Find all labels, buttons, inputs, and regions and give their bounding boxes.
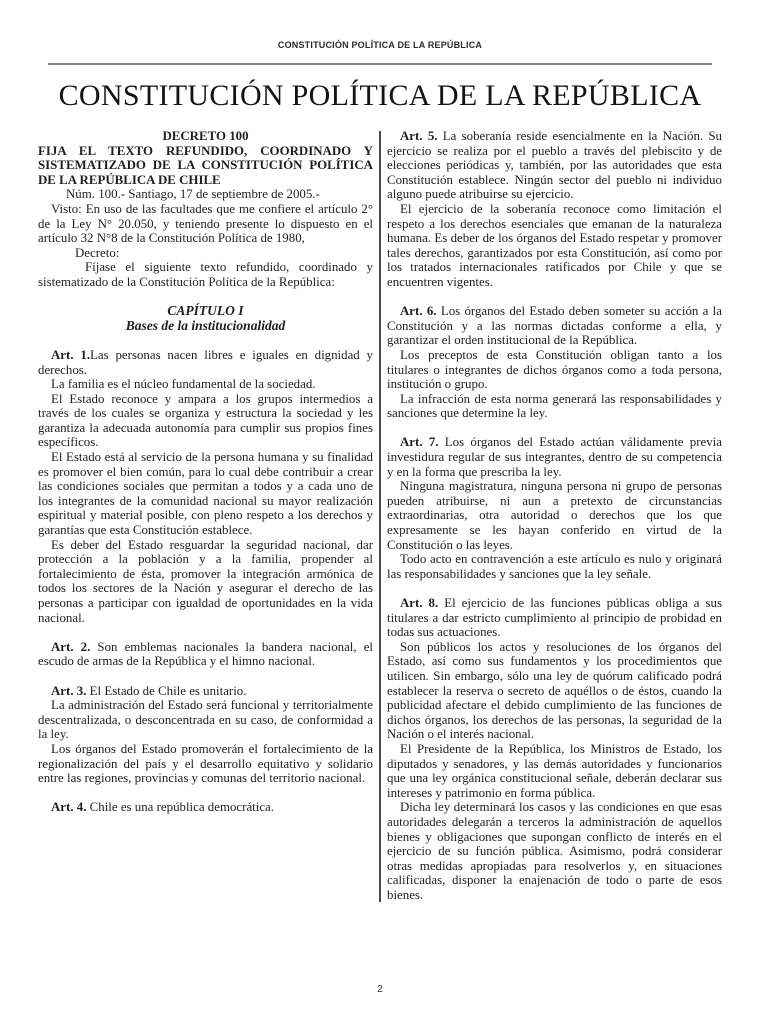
article-6 bbox=[387, 304, 722, 421]
decree-subject: FIJA EL TEXTO REFUNDIDO, COORDINADO Y SISTEMATIZADO DE LA CONSTITUCIÓN POLÍTICA DE LA REPÚBLICA DE CHILE bbox=[38, 143, 373, 187]
article-paragraph: El Estado reconoce y ampara a los grupos intermedios a través de los cuales se organiza y estructura la sociedad y les garantiza la adecuada autonomía para cumplir sus propios fines específicos. bbox=[38, 391, 373, 450]
decreto-label: Decreto: bbox=[75, 245, 120, 260]
article-label: Art. 6. bbox=[400, 304, 437, 319]
column-divider bbox=[379, 131, 381, 902]
article-paragraph bbox=[38, 348, 373, 377]
article-paragraph: Es deber del Estado resguardar la seguridad nacional, dar protección a la población y a la familia, propender al fortalecimiento de ésta, promover la integración armónica de todos los sectores de la Nación y asegurar el derecho de las personas a participar con igualdad de oportunidades en la vida nacional. bbox=[38, 537, 373, 625]
article-paragraph: La infracción de esta norma generará las responsabilidades y sanciones que determine la ley. bbox=[387, 391, 722, 421]
article-4 bbox=[38, 800, 373, 815]
two-column-layout bbox=[0, 129, 760, 902]
decree-heading: DECRETO 100 bbox=[162, 129, 249, 143]
article-paragraph bbox=[387, 304, 722, 348]
article-paragraph: Son públicos los actos y resoluciones de los órganos del Estado, así como sus fundamentos y los procedimientos que utilicen. Sin embargo, sólo una ley de quórum calificado podrá establecer la reserva o secreto de aquéllos o de éstos, cuando la publicidad afectare el debido cumplimiento de las funciones de dichos órganos, los derechos de las personas, la seguridad de la Nación o el interés nacional. bbox=[387, 639, 722, 742]
article-paragraph bbox=[387, 435, 722, 479]
article-paragraph bbox=[38, 640, 373, 669]
article-paragraph bbox=[387, 596, 722, 640]
article-8 bbox=[387, 596, 722, 902]
chapter-heading bbox=[38, 304, 373, 333]
left-column bbox=[38, 129, 373, 902]
article-2 bbox=[38, 640, 373, 669]
article-text: Chile es una república democrática. bbox=[89, 800, 274, 815]
article-text: Las personas nacen libres e iguales en dignidad y derechos. bbox=[38, 347, 374, 377]
right-column bbox=[387, 129, 722, 902]
article-label: Art. 7. bbox=[400, 435, 439, 450]
article-paragraph: El Presidente de la República, los Ministros de Estado, los diputados y senadores, y las demás autoridades y funcionarios que una ley orgánica constitucional señale, deberán declarar sus intereses y patrimonio en forma pública. bbox=[387, 741, 722, 800]
article-paragraph bbox=[38, 800, 373, 815]
article-3 bbox=[38, 684, 373, 786]
page-number: 2 bbox=[377, 984, 383, 995]
decree-visto-paragraph: Visto: En uso de las facultades que me confiere el artículo 2° de la Ley N° 20.050, y teniendo presente lo dispuesto en el artículo 32 N°8 de la Constitución Política de 1980, bbox=[38, 201, 373, 246]
fijase-paragraph: Fíjase el siguiente texto refundido, coordinado y sistematizado de la Constitución Política de la República: bbox=[38, 260, 373, 289]
article-paragraph: Los órganos del Estado promoverán el fortalecimiento de la regionalización del país y el desarrollo equitativo y solidario entre las regiones, provincias y comunas del territorio nacional. bbox=[38, 741, 373, 786]
article-text: El Estado de Chile es unitario. bbox=[89, 683, 247, 698]
article-paragraph: Todo acto en contravención a este artículo es nulo y originará las responsabilidades y sanciones que la ley señale. bbox=[387, 552, 722, 581]
article-label: Art. 2. bbox=[51, 639, 91, 654]
chapter-title: Bases de la institucionalidad bbox=[125, 317, 286, 333]
article-paragraph: El ejercicio de la soberanía reconoce como limitación el respeto a los derechos esenciales que emanan de la naturaleza humana. Es deber de los órganos del Estado respetar y promover tales derechos, garantizados por esta Constitución, así como por los tratados internacionales ratificados por Chile y que se encuentren vigentes. bbox=[387, 201, 722, 289]
article-paragraph bbox=[38, 684, 373, 699]
article-text: El ejercicio de las funciones públicas obliga a sus titulares a dar estricto cumplimiento al principio de probidad en todas sus actuaciones. bbox=[387, 596, 722, 640]
chapter-number: CAPÍTULO I bbox=[167, 303, 244, 319]
article-label: Art. 4. bbox=[51, 800, 87, 815]
article-label: Art. 3. bbox=[51, 683, 87, 698]
article-paragraph: La administración del Estado será funcional y territorialmente descentralizada, o desconcentrada en su caso, de conformidad a la ley. bbox=[38, 698, 373, 742]
article-paragraph bbox=[387, 129, 722, 202]
article-paragraph: Ninguna magistratura, ninguna persona ni grupo de personas pueden atribuirse, ni aun a pretexto de circunstancias extraordinarias, otra autoridad o derechos que los que expresamente se les hayan conferido en virtud de la Constitución o las leyes. bbox=[387, 479, 722, 552]
article-text: Los órganos del Estado deben someter su acción a la Constitución y a las normas dictadas conforme a ella, y garantizar el orden institucional de la República. bbox=[387, 304, 722, 348]
article-paragraph: Los preceptos de esta Constitución obligan tanto a los titulares o integrantes de dichos órganos como a toda persona, institución o grupo. bbox=[387, 347, 722, 392]
article-text: La soberanía reside esencialmente en la Nación. Su ejercicio se realiza por el pueblo a través del plebiscito y de elecciones periódicas y, también, por las autoridades que esta Constitución establece. Ningún sector del pueblo ni individuo alguno puede atribuirse su ejercicio. bbox=[387, 129, 722, 202]
article-1 bbox=[38, 348, 373, 625]
article-label: Art. 5. bbox=[400, 129, 438, 143]
article-7 bbox=[387, 435, 722, 581]
page-title: CONSTITUCIÓN POLÍTICA DE LA REPÚBLICA bbox=[58, 79, 702, 112]
article-paragraph: La familia es el núcleo fundamental de la sociedad. bbox=[51, 377, 316, 392]
running-header: CONSTITUCIÓN POLÍTICA DE LA REPÚBLICA bbox=[277, 40, 483, 50]
article-label: Art. 8. bbox=[400, 596, 439, 610]
article-paragraph: El Estado está al servicio de la persona humana y su finalidad es promover el bien común, para lo cual debe contribuir a crear las condiciones sociales que permitan a todos y a cada uno de los integrantes de la comunidad nacional su mayor realización espiritual y material posible, con pleno respeto a los derechos y garantías que esta Constitución establece. bbox=[38, 450, 373, 538]
article-paragraph: Dicha ley determinará los casos y las condiciones en que esas autoridades delegarán a terceros la administración de aquellos bienes y obligaciones que supongan conflicto de interés en el ejercicio de su función pública. Asimismo, podrá considerar otras medidas apropiadas para resolverlos y, en situaciones calificadas, disponer la enajenación de todo o parte de esos bienes. bbox=[387, 800, 722, 902]
article-text: Son emblemas nacionales la bandera nacional, el escudo de armas de la República y el himno nacional. bbox=[38, 639, 374, 669]
article-5 bbox=[387, 129, 722, 290]
article-label: Art. 1. bbox=[51, 347, 91, 362]
header-rule bbox=[48, 63, 712, 65]
article-text: Los órganos del Estado actúan válidamente previa investidura regular de sus integrantes, dentro de su competencia y en la forma que prescriba la ley. bbox=[387, 435, 723, 479]
decree-date-line: Núm. 100.- Santiago, 17 de septiembre de 2005.- bbox=[66, 187, 320, 202]
